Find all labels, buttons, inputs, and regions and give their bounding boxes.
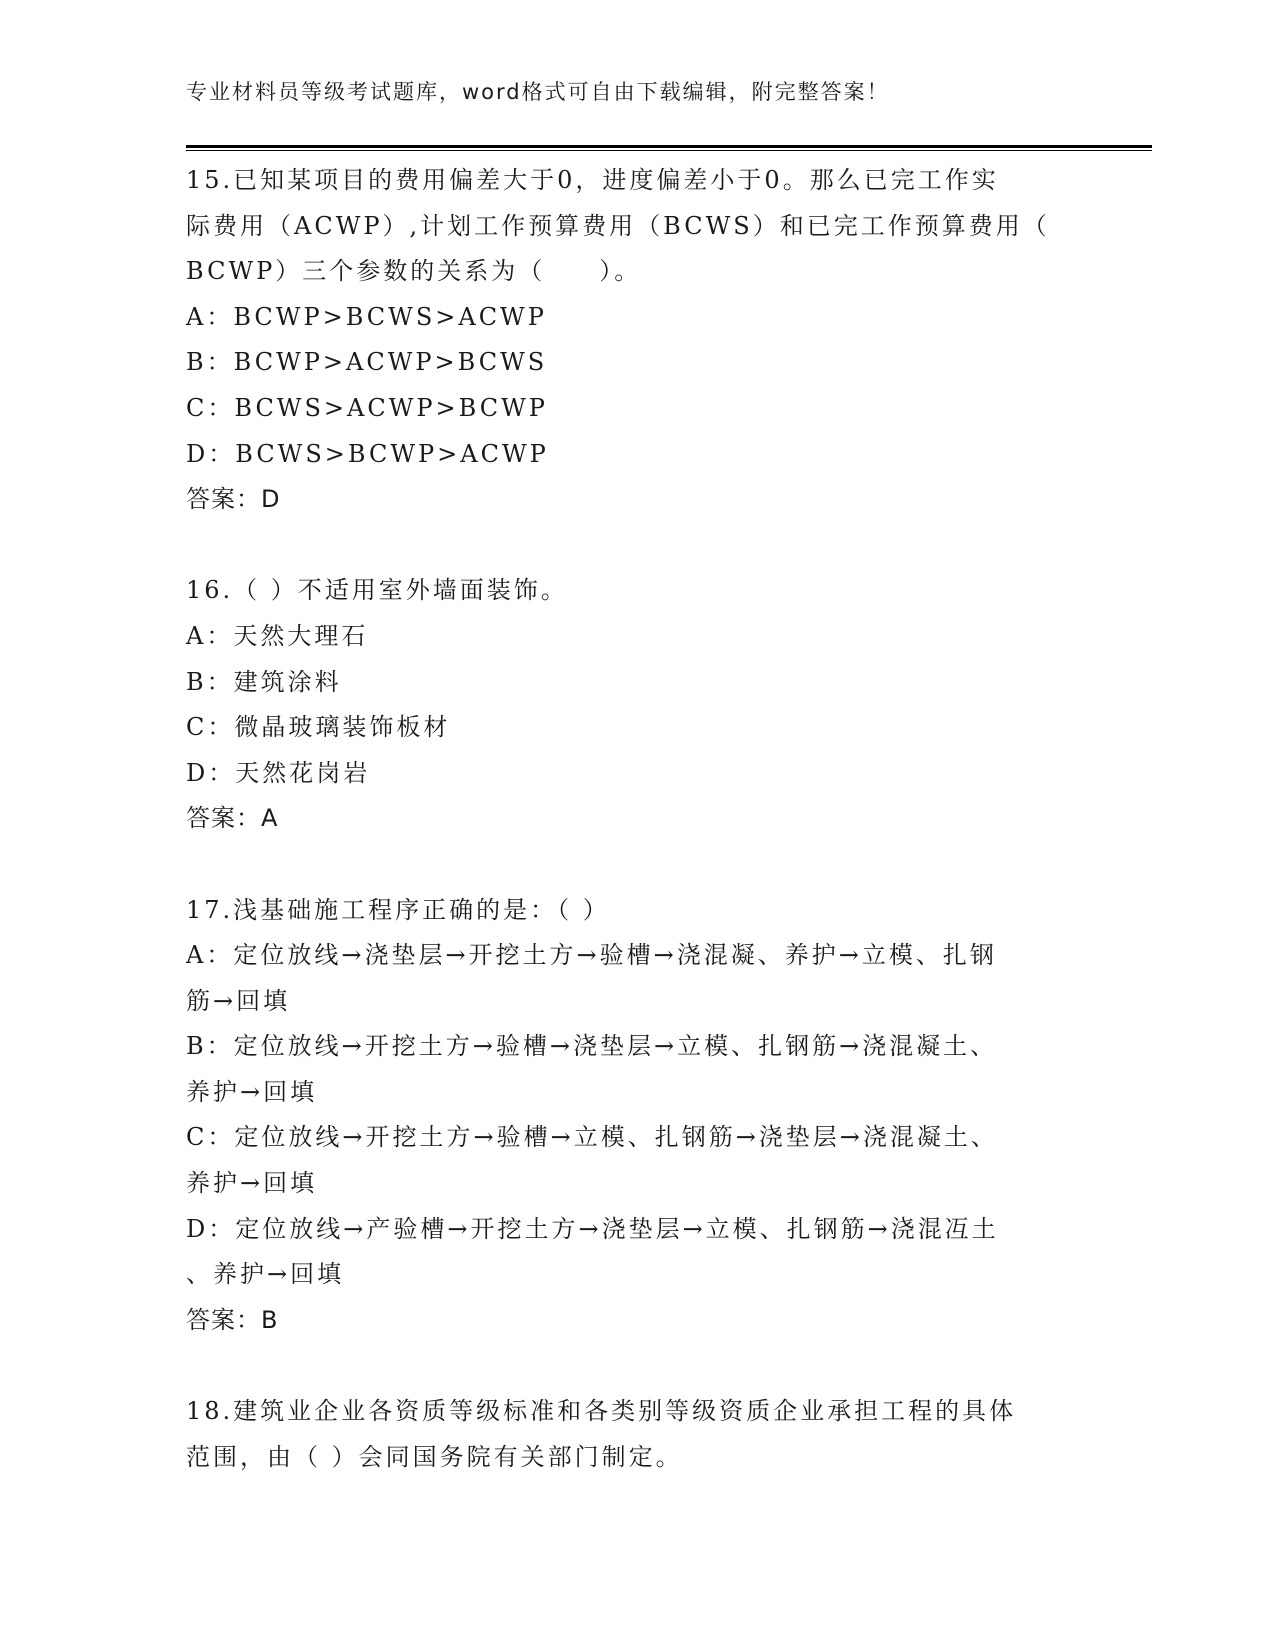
option-d: D：BCWS>BCWP>ACWP (186, 439, 549, 468)
question-stem-line: 18.建筑业企业各资质等级标准和各类别等级资质企业承担工程的具体 (186, 1397, 1017, 1426)
question-stem-line: 16.（ ）不适用室外墙面装饰。 (186, 576, 568, 605)
answer-line: 答案：B (186, 1305, 279, 1334)
question-17 (186, 888, 1086, 1344)
option-a: A：天然大理石 (186, 621, 369, 650)
option-a: A：定位放线→浇垫层→开挖土方→验槽→浇混凝、养护→立模、扎钢 (186, 941, 997, 970)
option-c: C：微晶玻璃装饰板材 (186, 713, 451, 742)
answer-line: 答案：A (186, 804, 279, 833)
document-header: 专业材料员等级考试题库，word格式可自由下载编辑，附完整答案！ (186, 80, 890, 104)
header-rule-thick (186, 145, 1152, 148)
option-b: B：定位放线→开挖土方→验槽→浇垫层→立模、扎钢筋→浇混凝土、 (186, 1032, 998, 1061)
question-list (186, 158, 1086, 1480)
option-c: C：定位放线→开挖土方→验槽→立模、扎钢筋→浇垫层→浇混凝土、 (186, 1123, 998, 1152)
question-stem-line: 15.已知某项目的费用偏差大于0，进度偏差小于0。那么已完工作实 (186, 166, 999, 194)
question-stem-line: 17.浅基础施工程序正确的是：（ ） (186, 895, 610, 924)
option-b: B：BCWP>ACWP>BCWS (186, 348, 548, 377)
answer-line: 答案：D (186, 485, 281, 514)
question-stem-line: BCWP）三个参数的关系为（ ）。 (186, 257, 642, 286)
spacer (186, 1343, 1086, 1389)
question-stem-line: 范围，由（ ）会同国务院有关部门制定。 (186, 1442, 683, 1471)
option-d-continued: 、养护→回填 (186, 1260, 345, 1289)
option-c: C：BCWS>ACWP>BCWP (186, 393, 548, 422)
option-a-continued: 筋→回填 (186, 986, 291, 1015)
option-b-continued: 养护→回填 (186, 1077, 318, 1106)
question-16 (186, 568, 1086, 842)
option-d: D：天然花岗岩 (186, 758, 371, 787)
spacer (186, 523, 1086, 569)
question-18 (186, 1389, 1086, 1480)
option-a: A：BCWP>BCWS>ACWP (186, 302, 547, 331)
option-b: B：建筑涂料 (186, 667, 342, 696)
spacer (186, 842, 1086, 888)
option-c-continued: 养护→回填 (186, 1169, 318, 1198)
question-15 (186, 158, 1086, 523)
header-rule-thin (186, 150, 1152, 151)
option-d: D：定位放线→产验槽→开挖土方→浇垫层→立模、扎钢筋→浇混冱土 (186, 1214, 999, 1243)
question-stem-line: 际费用（ACWP）,计划工作预算费用（BCWS）和已完工作预算费用（ (186, 211, 1050, 240)
